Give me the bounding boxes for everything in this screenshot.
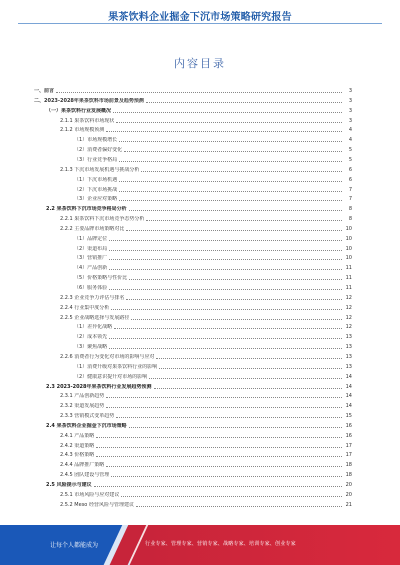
toc-entry-label: （5）价格策略与性价比 bbox=[74, 275, 128, 282]
toc-entry-page: 10 bbox=[345, 225, 352, 232]
toc-entry-page: 13 bbox=[345, 353, 352, 360]
toc-leader-dots bbox=[159, 368, 342, 369]
toc-entry[interactable] bbox=[34, 234, 352, 242]
toc-entry-label: （2）下沉市场挑战 bbox=[74, 186, 118, 193]
toc-entry[interactable] bbox=[34, 322, 352, 330]
toc-entry-page: 14 bbox=[345, 383, 352, 390]
toc-entry-label: 2.4.1 产品策略 bbox=[60, 432, 95, 439]
toc-entry-label: 2.2.1 果茶饮料下沉市场竞争态势分析 bbox=[60, 216, 145, 223]
toc-leader-dots bbox=[109, 289, 342, 290]
toc-entry-page: 12 bbox=[345, 324, 352, 331]
toc-entry[interactable] bbox=[34, 96, 352, 104]
toc-entry[interactable] bbox=[34, 411, 352, 419]
toc-entry-page: 6 bbox=[348, 176, 352, 183]
toc-leader-dots bbox=[129, 279, 342, 280]
toc-entry[interactable] bbox=[34, 224, 352, 232]
toc-leader-dots bbox=[109, 240, 342, 241]
toc-entry[interactable] bbox=[34, 135, 352, 143]
toc-leader-dots bbox=[156, 358, 342, 359]
toc-entry-label: （3）营销推广 bbox=[74, 255, 108, 262]
toc-entry[interactable] bbox=[34, 352, 352, 360]
toc-entry-label: 2.4.2 渠道策略 bbox=[60, 442, 95, 449]
toc-entry-page: 8 bbox=[348, 206, 352, 213]
toc-entry-label: 2.2.5 企业战略选择与发展路径 bbox=[60, 314, 130, 321]
toc-entry[interactable] bbox=[34, 332, 352, 340]
toc-leader-dots bbox=[119, 191, 342, 192]
toc-entry-page: 15 bbox=[345, 413, 352, 420]
toc-entry[interactable] bbox=[34, 500, 352, 508]
toc-leader-dots bbox=[146, 102, 342, 103]
toc-leader-dots bbox=[96, 456, 342, 457]
toc-entry[interactable] bbox=[34, 263, 352, 271]
toc-entry-page: 7 bbox=[348, 186, 352, 193]
toc-entry[interactable] bbox=[34, 116, 352, 124]
toc-entry-page: 16 bbox=[345, 422, 352, 429]
toc-entry-page: 3 bbox=[348, 107, 352, 114]
toc-leader-dots bbox=[56, 92, 342, 93]
toc-entry-page: 6 bbox=[348, 166, 352, 173]
toc-entry-label: （1）消费升级对果茶饮料行业的影响 bbox=[74, 363, 158, 370]
toc-leader-dots bbox=[106, 131, 342, 132]
toc-leader-dots bbox=[129, 427, 342, 428]
report-title: 果茶饮料企业掘金下沉市场策略研究报告 bbox=[108, 12, 292, 23]
toc-leader-dots bbox=[129, 210, 342, 211]
toc-entry[interactable] bbox=[34, 342, 352, 350]
toc-entry[interactable] bbox=[34, 401, 352, 409]
toc-leader-dots bbox=[114, 328, 342, 329]
toc-entry-page: 4 bbox=[348, 127, 352, 134]
toc-leader-dots bbox=[116, 122, 342, 123]
toc-entry[interactable] bbox=[34, 214, 352, 222]
toc-entry-page: 10 bbox=[345, 255, 352, 262]
toc-entry-label: （3）企业应对策略 bbox=[74, 196, 118, 203]
toc-entry-label: （3）聚焦战略 bbox=[74, 344, 108, 351]
toc-entry-label: 二、2023-2028年果茶饮料市场前景及趋势预测 bbox=[34, 97, 144, 104]
toc-leader-dots bbox=[109, 250, 342, 251]
toc-leader-dots bbox=[119, 141, 342, 142]
toc-leader-dots bbox=[96, 437, 342, 438]
toc-entry[interactable] bbox=[34, 441, 352, 449]
toc-entry[interactable] bbox=[34, 313, 352, 321]
toc-entry[interactable] bbox=[34, 125, 352, 133]
toc-entry-label: 一、前言 bbox=[34, 88, 55, 94]
toc-entry[interactable] bbox=[34, 194, 352, 202]
toc-entry-label: （4）产品创新 bbox=[74, 265, 108, 272]
toc-entry-label: 2.1.3 下沉市场发展机遇与挑战分析 bbox=[60, 166, 140, 173]
toc-leader-dots bbox=[119, 200, 342, 201]
toc-entry-page: 20 bbox=[345, 482, 352, 488]
toc-leader-dots bbox=[111, 476, 342, 477]
toc-entry-page: 5 bbox=[348, 156, 352, 163]
toc-entry-page: 17 bbox=[345, 452, 352, 459]
toc-entry-label: 2.4.3 价格策略 bbox=[60, 452, 95, 459]
toc-entry-page: 3 bbox=[348, 97, 352, 104]
toc-leader-dots bbox=[111, 309, 342, 310]
toc-entry-page: 16 bbox=[345, 432, 352, 439]
toc-entry[interactable] bbox=[34, 372, 352, 380]
header-divider bbox=[18, 23, 382, 24]
toc-leader-dots bbox=[106, 397, 342, 398]
toc-entry-page: 17 bbox=[345, 442, 352, 449]
toc-entry-page: 13 bbox=[345, 363, 352, 370]
toc-entry-page: 11 bbox=[345, 285, 352, 291]
toc-heading: 内容目录 bbox=[174, 57, 226, 70]
toc-entry[interactable] bbox=[34, 303, 352, 311]
toc-entry-label: （6）服务体验 bbox=[74, 285, 108, 291]
toc-entry-page: 14 bbox=[345, 403, 352, 410]
toc-entry-page: 10 bbox=[345, 235, 352, 242]
toc-entry[interactable] bbox=[34, 490, 352, 498]
toc-entry-label: 2.3 2023-2028年果茶饮料行业发展趋势预测 bbox=[46, 383, 152, 390]
toc-entry-label: （3）行业竞争格局 bbox=[74, 156, 118, 163]
toc-leader-dots bbox=[94, 486, 342, 487]
toc-entry-page: 18 bbox=[345, 472, 352, 479]
toc-entry[interactable] bbox=[34, 145, 352, 153]
toc-entry-label: 2.3.3 营销模式变革趋势 bbox=[60, 413, 115, 420]
toc-entry[interactable] bbox=[34, 362, 352, 370]
toc-leader-dots bbox=[146, 220, 342, 221]
toc-entry[interactable] bbox=[34, 480, 352, 488]
toc-entry-page: 12 bbox=[345, 294, 352, 301]
toc-entry-label: 2.1.2 市场规模预测 bbox=[60, 127, 105, 134]
toc-entry[interactable] bbox=[34, 253, 352, 261]
toc-entry-page: 13 bbox=[345, 334, 352, 341]
toc-entry[interactable] bbox=[34, 283, 352, 291]
toc-entry-label: 2.4 果茶饮料企业掘金下沉市场策略 bbox=[46, 422, 127, 429]
toc-entry-page: 7 bbox=[348, 196, 352, 203]
toc-leader-dots bbox=[126, 230, 342, 231]
toc-entry-page: 13 bbox=[345, 344, 352, 351]
toc-entry-page: 8 bbox=[348, 216, 352, 223]
toc-entry[interactable] bbox=[34, 185, 352, 193]
toc-entry-label: 2.5 风险提示与建议 bbox=[46, 482, 92, 488]
toc-entry-page: 11 bbox=[345, 265, 352, 272]
toc-entry-page: 14 bbox=[345, 373, 352, 380]
toc-entry-label: 2.2.6 消费者行为变化对市场的影响与应对 bbox=[60, 353, 155, 360]
toc-entry-page: 4 bbox=[348, 137, 352, 144]
toc-entry[interactable] bbox=[34, 382, 352, 390]
toc-entry-label: （1）品牌定位 bbox=[74, 235, 108, 242]
toc-leader-dots bbox=[106, 466, 342, 467]
toc-entry-label: 2.3.2 渠道发展趋势 bbox=[60, 403, 105, 410]
toc-entry[interactable] bbox=[34, 273, 352, 281]
toc-entry[interactable] bbox=[34, 175, 352, 183]
toc-entry-label: （一）果茶饮料行业发展概况 bbox=[46, 107, 112, 114]
toc-leader-dots bbox=[96, 447, 342, 448]
toc-leader-dots bbox=[109, 269, 342, 270]
toc-entry-label: 2.2.3 企业竞争力评估与排名 bbox=[60, 294, 125, 301]
toc-entry-label: （1）市场规模增长 bbox=[74, 137, 118, 144]
toc-entry-page: 12 bbox=[345, 314, 352, 321]
toc-leader-dots bbox=[109, 259, 342, 260]
toc-entry-page: 3 bbox=[348, 88, 352, 94]
toc-entry[interactable] bbox=[34, 460, 352, 468]
toc-entry-page: 18 bbox=[345, 462, 352, 469]
toc-leader-dots bbox=[121, 496, 342, 497]
toc-leader-dots bbox=[136, 506, 342, 507]
toc-entry-page: 3 bbox=[348, 117, 352, 124]
toc-leader-dots bbox=[119, 181, 342, 182]
toc-leader-dots bbox=[109, 338, 342, 339]
toc-entry[interactable] bbox=[34, 421, 352, 429]
toc-leader-dots bbox=[141, 171, 342, 172]
toc-entry-page: 10 bbox=[345, 245, 352, 252]
toc-entry-label: 2.2.2 主要品牌市场策略对比 bbox=[60, 225, 125, 232]
toc-entry-page: 14 bbox=[345, 393, 352, 400]
toc-entry-page: 11 bbox=[345, 275, 352, 282]
toc-leader-dots bbox=[154, 388, 342, 389]
toc-entry-label: （1）下沉市场机遇 bbox=[74, 176, 118, 183]
toc-entry[interactable] bbox=[34, 450, 352, 458]
toc-leader-dots bbox=[119, 161, 342, 162]
toc-leader-dots bbox=[116, 417, 342, 418]
footer-expert-list: 行业专家、管理专家、营销专家、战略专家、培训专家、创业专家 bbox=[145, 541, 296, 547]
toc-entry-label: 2.1.1 果茶饮料市场现状 bbox=[60, 117, 115, 124]
footer-slogan: 让每个人都能成为 bbox=[50, 542, 99, 549]
toc-entry[interactable] bbox=[34, 431, 352, 439]
page-header bbox=[0, 0, 400, 26]
toc-entry-label: 2.4.5 团队建设与管理 bbox=[60, 472, 110, 479]
toc-entry-label: （1）差异化战略 bbox=[74, 324, 113, 331]
toc-entry-label: 2.5.2 Meso 经营风险与管理建议 bbox=[60, 501, 134, 508]
toc-leader-dots bbox=[131, 319, 342, 320]
toc-entry-page: 5 bbox=[348, 147, 352, 154]
toc-entry-label: （2）健康意识提升对市场的影响 bbox=[74, 373, 148, 380]
page-footer bbox=[0, 525, 400, 565]
toc-leader-dots bbox=[106, 407, 342, 408]
toc-entry-label: （2）成本领先 bbox=[74, 334, 108, 341]
toc-entry-label: 2.3.1 产品创新趋势 bbox=[60, 393, 105, 400]
toc-entry[interactable] bbox=[34, 470, 352, 478]
toc-entry[interactable] bbox=[34, 244, 352, 252]
toc-entry-label: 2.2 果茶饮料下沉市场竞争格局分析 bbox=[46, 206, 127, 213]
toc-entry-label: （2）渠道布局 bbox=[74, 245, 108, 252]
toc-entry[interactable] bbox=[34, 155, 352, 163]
toc-leader-dots bbox=[113, 112, 342, 113]
toc-entry-label: 2.2.4 行业集中度分析 bbox=[60, 304, 110, 311]
toc-entry-label: 2.4.4 品牌推广策略 bbox=[60, 462, 105, 469]
toc-entry-label: （2）消费者偏好变化 bbox=[74, 147, 123, 154]
toc-entry[interactable] bbox=[34, 106, 352, 114]
toc-entry[interactable] bbox=[34, 165, 352, 173]
toc-entry[interactable] bbox=[34, 86, 352, 94]
toc-leader-dots bbox=[109, 348, 342, 349]
toc-entry[interactable] bbox=[34, 391, 352, 399]
toc-entry-page: 12 bbox=[345, 304, 352, 311]
toc-entry[interactable] bbox=[34, 204, 352, 212]
toc-entry-page: 20 bbox=[345, 491, 352, 498]
toc-leader-dots bbox=[124, 151, 342, 152]
toc-entry-label: 2.5.1 市场风险与应对建议 bbox=[60, 491, 120, 498]
toc-leader-dots bbox=[149, 378, 342, 379]
toc-leader-dots bbox=[126, 299, 342, 300]
toc-entry-page: 21 bbox=[345, 501, 352, 508]
toc-entry[interactable] bbox=[34, 293, 352, 301]
